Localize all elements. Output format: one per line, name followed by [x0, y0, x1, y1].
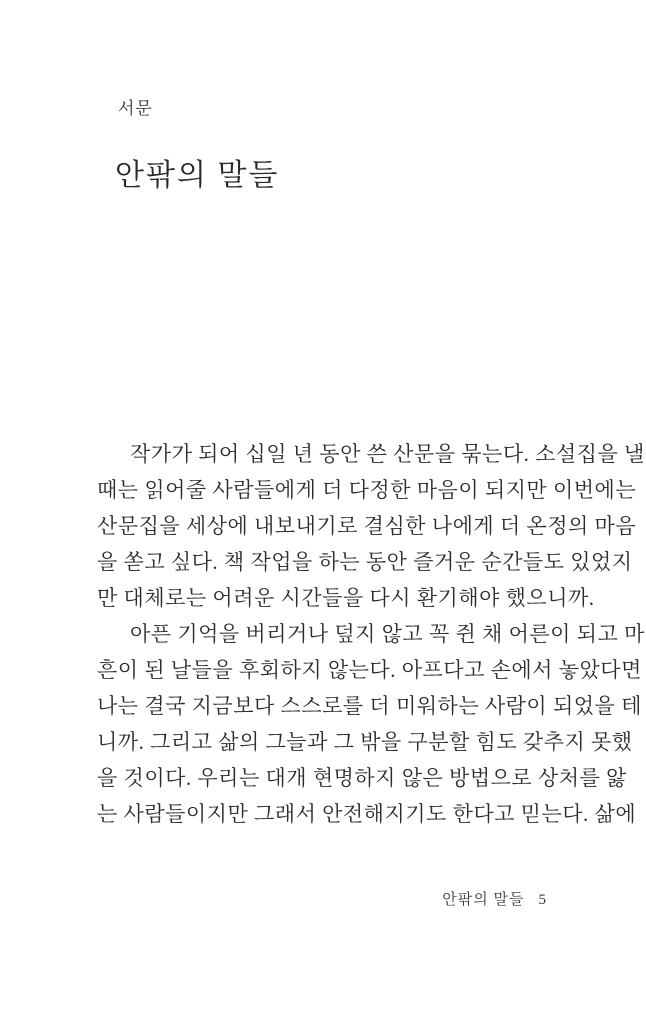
text-line: 니까. 그리고 삶의 그늘과 그 밖을 구분할 힘도 갖추지 못했 — [97, 730, 633, 754]
footer — [442, 888, 547, 909]
footer-running-title: 안팎의 말들 — [442, 892, 525, 908]
paragraph — [97, 436, 645, 616]
body-text — [97, 436, 645, 832]
text-line: 때는 읽어줄 사람들에게 더 다정한 마음이 되지만 이번에는 — [97, 478, 637, 502]
paragraph — [97, 616, 645, 832]
page-title: 안팎의 말들 — [115, 159, 280, 193]
text-line: 을 쏟고 싶다. 책 작업을 하는 동안 즐거운 순간들도 있었지 — [97, 550, 633, 574]
text-line: 는 사람들이지만 그래서 안전해지기도 한다고 믿는다. 삶에 — [97, 802, 637, 826]
text-line: 흔이 된 날들을 후회하지 않는다. 아프다고 손에서 놓았다면 — [97, 658, 642, 682]
text-line: 작가가 되어 십일 년 동안 쓴 산문을 묶는다. 소설집을 낼 — [130, 442, 645, 466]
text-line: 만 대체로는 어려운 시간들을 다시 환기해야 했으니까. — [97, 586, 595, 610]
text-line: 을 것이다. 우리는 대개 현명하지 않은 방법으로 상처를 앓 — [97, 766, 627, 790]
section-label: 서문 — [118, 99, 153, 118]
text-line: 산문집을 세상에 내보내기로 결심한 나에게 더 온정의 마음 — [97, 514, 637, 538]
text-line: 나는 결국 지금보다 스스로를 더 미워하는 사람이 되었을 테 — [97, 694, 642, 718]
footer-page-number: 5 — [538, 892, 547, 908]
text-line: 아픈 기억을 버리거나 덮지 않고 꼭 쥔 채 어른이 되고 마 — [130, 622, 645, 646]
